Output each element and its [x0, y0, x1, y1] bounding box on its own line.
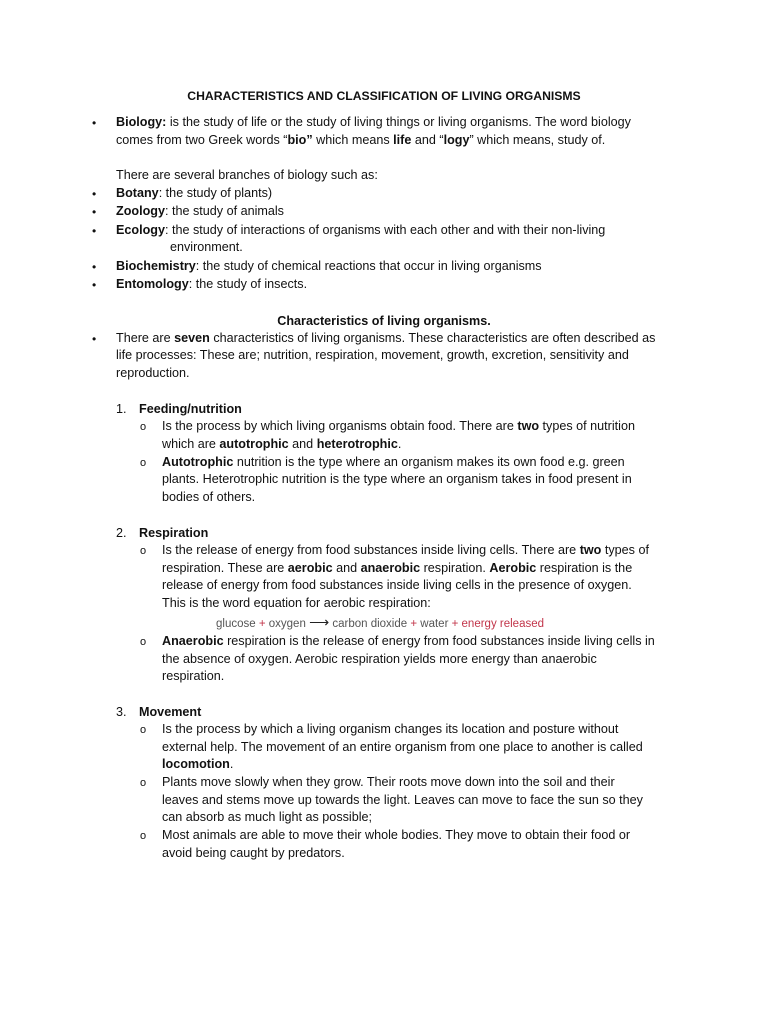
bullet: • — [92, 116, 97, 130]
biology-definition-line-2: comes from two Greek words “bio” which means life and “logy” which means, study of. — [116, 133, 606, 147]
movement-para-1-line-1: Is the process by which a living organism changes its location and posture without — [162, 722, 619, 736]
feeding-para-2-line-2: plants. Heterotrophic nutrition is the type where an organism takes in food present in — [162, 472, 632, 486]
sub-bullet: o — [140, 457, 147, 469]
respiration-heading: Respiration — [139, 526, 209, 540]
bullet: • — [92, 332, 97, 346]
biology-definition-line-1: Biology: is the study of life or the study of living things or living organisms. The word biology — [116, 115, 631, 129]
aerobic-word-equation: glucose + oxygen ⟶ carbon dioxide + water + energy released — [216, 614, 545, 630]
respiration-para-2-line-3: respiration. — [162, 669, 225, 683]
list-item: Entomology: the study of insects. — [116, 277, 308, 291]
sub-bullet: o — [140, 830, 147, 842]
arrow-icon: ⟶ — [309, 614, 330, 630]
movement-para-3-line-1: Most animals are able to move their whole bodies. They move to obtain their food or — [162, 828, 631, 842]
branches-intro: There are several branches of biology such as: — [116, 168, 378, 182]
seven-characteristics-line-3: reproduction. — [116, 366, 190, 380]
feeding-heading: Feeding/nutrition — [139, 402, 242, 416]
movement-para-2-line-1: Plants move slowly when they grow. Their roots move down into the soil and their — [162, 775, 615, 789]
list-number: 2. — [116, 526, 127, 540]
list-item-continuation: environment. — [170, 240, 243, 254]
sub-bullet: o — [140, 545, 147, 557]
bullet: • — [92, 205, 97, 219]
feeding-para-2-line-3: bodies of others. — [162, 490, 256, 504]
biology-term: Biology: — [116, 115, 167, 129]
respiration-para-2-line-1: Anaerobic respiration is the release of energy from food substances inside living cells in — [162, 634, 655, 648]
feeding-para-1-line-1: Is the process by which living organisms obtain food. There are two types of nutrition — [162, 419, 635, 433]
respiration-para-1-line-3: release of energy from food substances inside living cells in the presence of oxygen. — [162, 578, 632, 592]
list-item: Ecology: the study of interactions of organisms with each other and with their non-living — [116, 223, 606, 237]
list-number: 1. — [116, 402, 127, 416]
list-number: 3. — [116, 705, 127, 719]
respiration-para-1-line-4: This is the word equation for aerobic respiration: — [162, 596, 431, 610]
feeding-para-2-line-1: Autotrophic nutrition is the type where an organism makes its own food e.g. green — [162, 455, 625, 469]
respiration-para-1-line-2: respiration. These are aerobic and anaerobic respiration. Aerobic respiration is the — [162, 561, 633, 575]
sub-bullet: o — [140, 777, 147, 789]
list-item: Zoology: the study of animals — [116, 204, 284, 218]
section-heading: Characteristics of living organisms. — [277, 314, 491, 328]
sub-bullet: o — [140, 724, 147, 736]
movement-para-2-line-3: can absorb as much light as possible; — [162, 810, 373, 824]
seven-characteristics-line-1: There are seven characteristics of living organisms. These characteristics are often described as — [116, 331, 656, 345]
respiration-para-2-line-2: the absence of oxygen. Aerobic respiration yields more energy than anaerobic — [162, 652, 597, 666]
sub-bullet: o — [140, 636, 147, 648]
feeding-para-1-line-2: which are autotrophic and heterotrophic. — [162, 437, 402, 451]
movement-para-3-line-2: avoid being caught by predators. — [162, 846, 345, 860]
movement-para-1-line-2: external help. The movement of an entire organism from one place to another is called — [162, 740, 643, 754]
bullet: • — [92, 260, 97, 274]
list-item: Botany: the study of plants) — [116, 186, 273, 200]
sub-bullet: o — [140, 421, 147, 433]
respiration-para-1-line-1: Is the release of energy from food substances inside living cells. There are two types of — [162, 543, 649, 557]
bullet: • — [92, 224, 97, 238]
movement-heading: Movement — [139, 705, 202, 719]
seven-characteristics-line-2: life processes: These are; nutrition, respiration, movement, growth, excretion, sensitivity and — [116, 348, 629, 362]
bullet: • — [92, 187, 97, 201]
bullet: • — [92, 278, 97, 292]
page-title: CHARACTERISTICS AND CLASSIFICATION OF LIVING ORGANISMS — [187, 89, 581, 103]
list-item: Biochemistry: the study of chemical reactions that occur in living organisms — [116, 259, 542, 273]
movement-para-2-line-2: leaves and stems move up towards the light. Leaves can move to face the sun so they — [162, 793, 643, 807]
movement-para-1-line-3: locomotion. — [162, 757, 234, 771]
